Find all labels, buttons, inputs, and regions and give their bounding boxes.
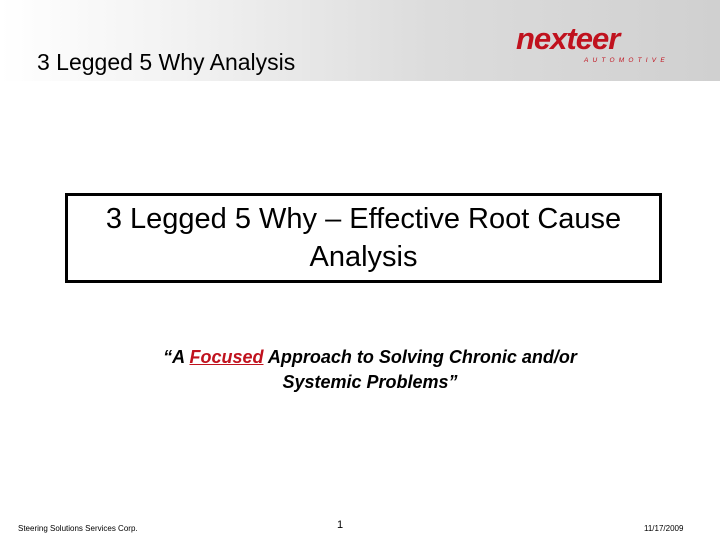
svg-text:nexteer: nexteer (516, 22, 620, 56)
title-box (65, 193, 662, 283)
slide-main-title: 3 Legged 5 Why – Effective Root Cause Analysis (105, 203, 622, 273)
subtitle-rest: Approach to Solving Chronic and/or Systemic Problems” (263, 347, 577, 392)
footer-company: Steering Solutions Services Corp. (18, 524, 138, 533)
slide-subtitle (140, 345, 600, 395)
slide-header-title: 3 Legged 5 Why Analysis (37, 49, 296, 75)
svg-text:AUTOMOTIVE: AUTOMOTIVE (584, 57, 669, 64)
page-number: 1 (337, 519, 344, 531)
subtitle-open: “A (163, 347, 190, 367)
subtitle-focused-word: Focused (189, 347, 264, 367)
nexteer-logo (514, 22, 688, 68)
footer-date: 11/17/2009 (644, 524, 684, 533)
